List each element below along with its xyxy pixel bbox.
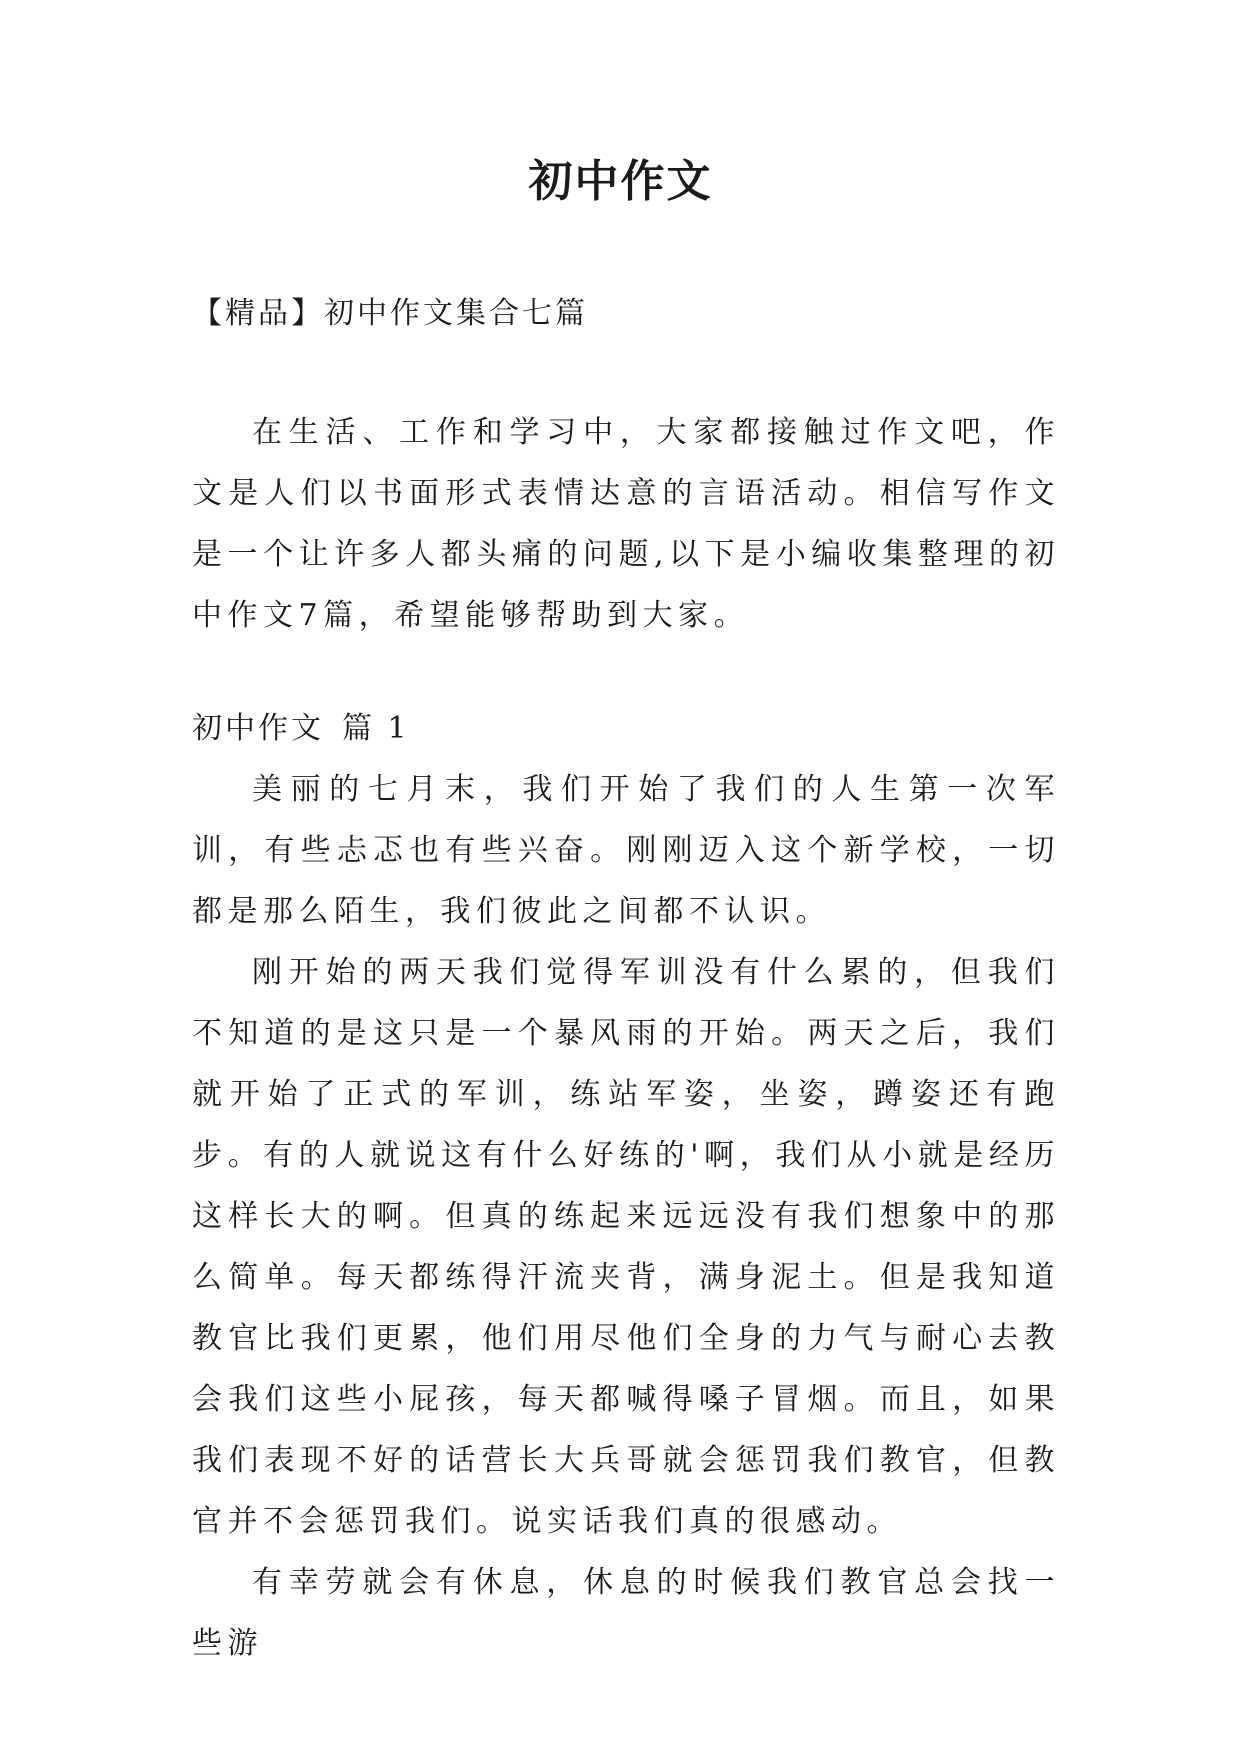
intro-paragraph: 在生活、工作和学习中，大家都接触过作文吧，作文是人们以书面形式表情达意的言语活动。相信写作文是一个让许多人都头痛的问题,以下是小编收集整理的初中作文7篇，希望能够帮助到大家。 <box>192 415 1060 633</box>
document-title: 初中作文 <box>528 156 713 207</box>
essay-paragraph: 刚开始的两天我们觉得军训没有什么累的，但我们不知道的是这只是一个暴风雨的开始。两天之后，我们就开始了正式的军训，练站军姿，坐姿，蹲姿还有跑步。有的人就说这有什么好练的'啊，我们从小就是经历这样长大的啊。但真的练起来远远没有我们想象中的那么简单。每天都练得汗流夹背，满身泥土。但是我知道教官比我们更累，他们用尽他们全身的力气与耐心去教会我们这些小屁孩，每天都喊得嗓子冒烟。而且，如果我们表现不好的话营长大兵哥就会惩罚我们教官，但教官并不会惩罚我们。说实话我们真的很感动。 <box>192 955 1060 1539</box>
section-heading <box>192 698 1060 759</box>
section-heading-title: 初中作文 <box>192 711 324 746</box>
essay-paragraph: 美丽的七月末，我们开始了我们的人生第一次军训，有些忐忑也有些兴奋。刚刚迈入这个新学校，一切都是那么陌生，我们彼此之间都不认识。 <box>192 772 1060 929</box>
document-subtitle: 【精品】初中作文集合七篇 <box>192 296 588 331</box>
section-heading-part: 篇 1 <box>342 711 410 746</box>
essay-paragraph: 有幸劳就会有休息，休息的时候我们教官总会找一些游 <box>192 1565 1060 1661</box>
intro-block <box>192 402 1060 646</box>
essay-section <box>192 698 1060 1674</box>
